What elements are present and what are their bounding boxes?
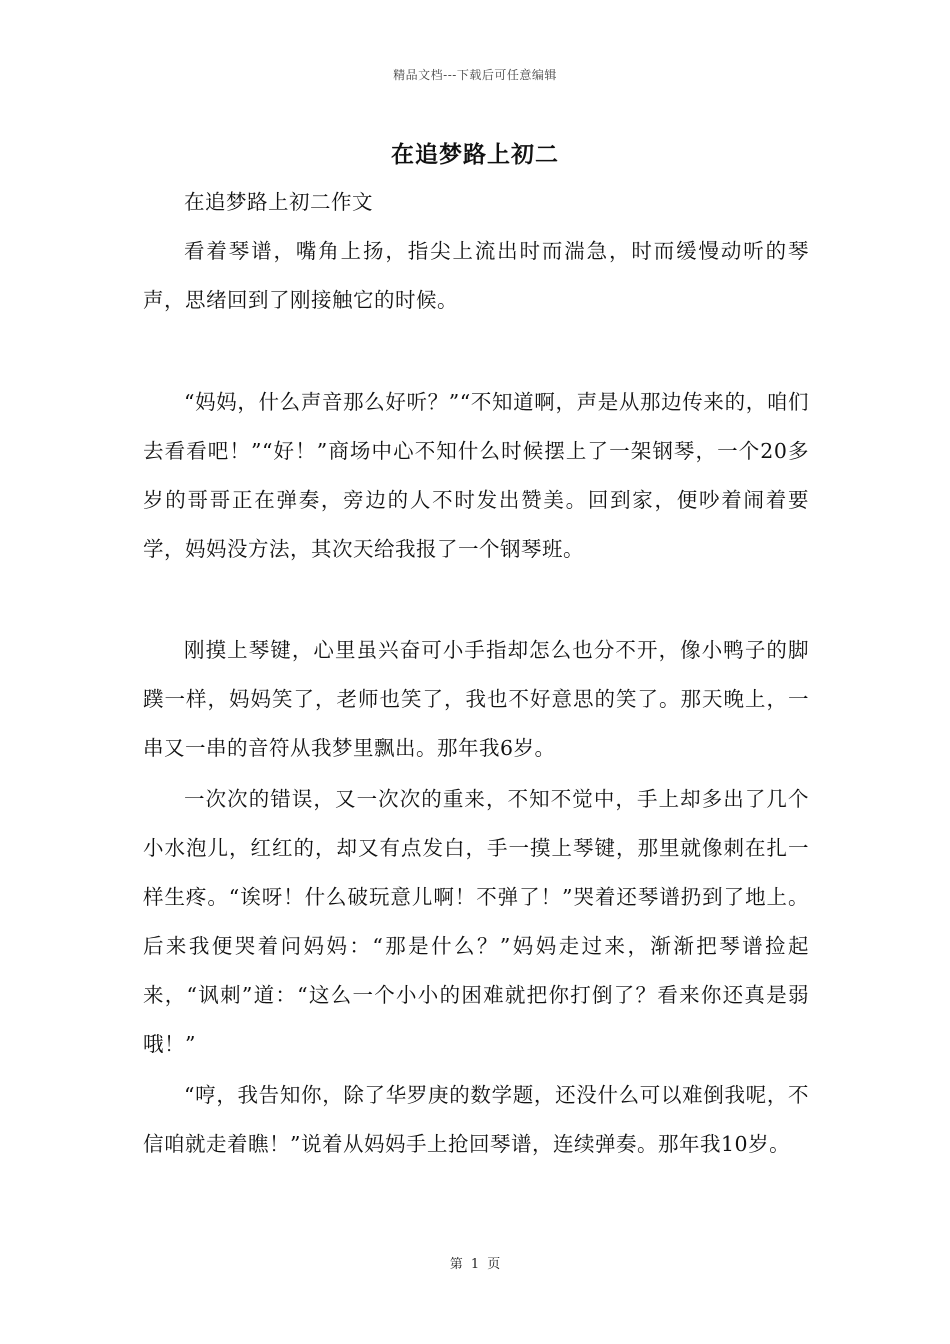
paragraph-3 xyxy=(143,626,809,773)
paragraph-2 xyxy=(143,378,809,574)
paragraph-text: 看着琴谱，嘴角上扬，指尖上流出时而湍急，时而缓慢动听的琴声，思绪回到了刚接触它的时候。 xyxy=(143,239,809,312)
paragraph-4 xyxy=(143,775,809,1069)
paragraph-text: “哼，我告知你，除了华罗庚的数学题，还没什么可以难倒我呢，不信咱就走着瞧！”说着从妈妈手上抢回琴谱，连续弹奏。那年我10岁。 xyxy=(143,1083,809,1156)
paragraph-text: 一次次的错误，又一次次的重来，不知不觉中，手上却多出了几个小水泡儿，红红的，却又有点发白，手一摸上琴键，那里就像刺在扎一样生疼。“诶呀！什么破玩意儿啊！不弹了！”哭着还琴谱扔到了地上。后来我便哭着问妈妈：“那是什么？”妈妈走过来，渐渐把琴谱捡起来，“讽刺”道：“这么一个小小的困难就把你打倒了？看来你还真是弱哦！” xyxy=(143,787,809,1056)
document-title: 在追梦路上初二 xyxy=(391,141,559,168)
subtitle-text: 在追梦路上初二作文 xyxy=(184,190,373,214)
paragraph-5 xyxy=(143,1071,809,1169)
page-number: 第 1 页 xyxy=(449,1257,501,1272)
paragraph-text: “妈妈，什么声音那么好听？”“不知道啊，声是从那边传来的，咱们去看看吧！”“好！”商场中心不知什么时候摆上了一架钢琴，一个20多岁的哥哥正在弹奏，旁边的人不时发出赞美。回到家，便吵着闹着要学，妈妈没方法，其次天给我报了一个钢琴班。 xyxy=(143,390,809,561)
document-subtitle xyxy=(143,178,809,227)
paragraph-text: 刚摸上琴键，心里虽兴奋可小手指却怎么也分不开，像小鸭子的脚蹼一样，妈妈笑了，老师也笑了，我也不好意思的笑了。那天晚上，一串又一串的音符从我梦里飘出。那年我6岁。 xyxy=(143,638,809,760)
paragraph-1 xyxy=(143,227,809,325)
header-note: 精品文档---下载后可任意编辑 xyxy=(393,68,557,82)
